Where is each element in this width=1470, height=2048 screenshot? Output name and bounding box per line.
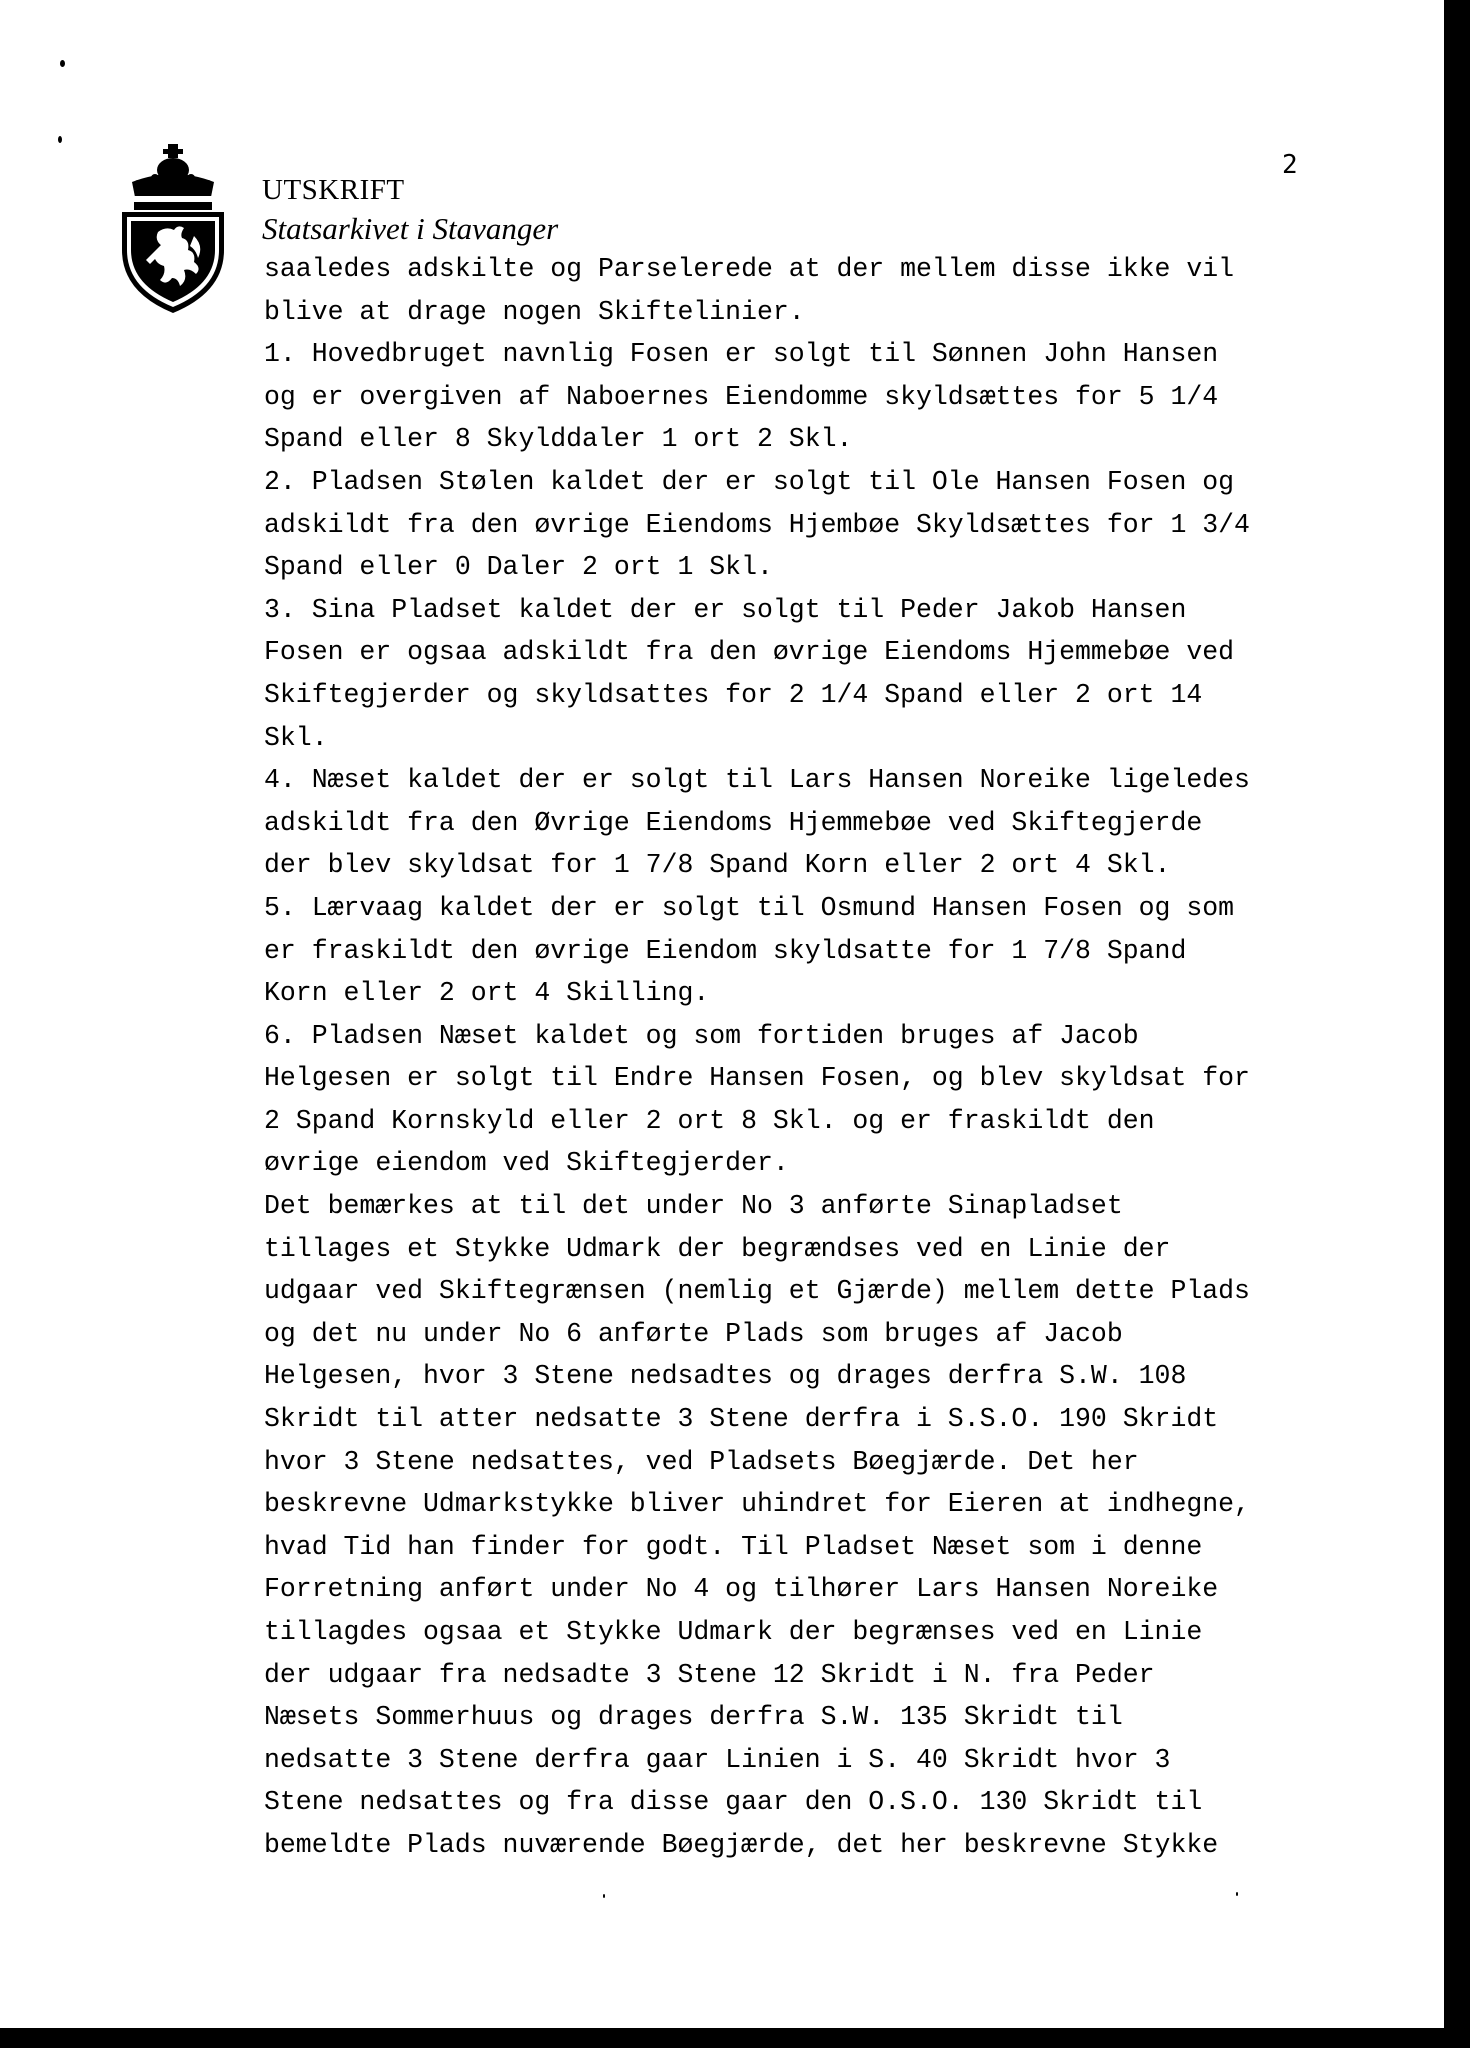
scan-speck (58, 136, 62, 143)
text-line: 6. Pladsen Næset kaldet og som fortiden bruges af Jacob (264, 1020, 1139, 1051)
text-line: Det bemærkes at til det under No 3 anførte Sinapladset (264, 1191, 1123, 1222)
text-line: Fosen er ogsaa adskildt fra den øvrige Eiendoms Hjemmebøe ved (264, 637, 1235, 668)
scan-speck (1236, 1892, 1238, 1896)
norwegian-coat-of-arms-icon (118, 140, 228, 315)
text-line: Helgesen er solgt til Endre Hansen Fosen, og blev skyldsat for (264, 1063, 1250, 1094)
text-line: der blev skyldsat for 1 7/8 Spand Korn eller 2 ort 4 Skl. (264, 850, 1171, 881)
text-line: der udgaar fra nedsadte 3 Stene 12 Skridt i N. fra Peder (264, 1659, 1155, 1690)
text-line: Spand eller 8 Skylddaler 1 ort 2 Skl. (264, 424, 853, 455)
text-line: tillages et Stykke Udmark der begrændses ved en Linie der (264, 1233, 1171, 1264)
text-line: øvrige eiendom ved Skiftegjerder. (264, 1148, 789, 1179)
text-line: 2. Pladsen Stølen kaldet der er solgt til Ole Hansen Fosen og (264, 466, 1235, 497)
header-subtitle: Statsarkivet i Stavanger (262, 211, 559, 246)
text-line: udgaar ved Skiftegrænsen (nemlig et Gjærde) mellem dette Plads (264, 1276, 1250, 1307)
text-line: Skridt til atter nedsatte 3 Stene derfra i S.S.O. 190 Skridt (264, 1404, 1219, 1435)
scan-speck (603, 1894, 605, 1898)
scan-speck (60, 60, 65, 67)
text-line: Helgesen, hvor 3 Stene nedsadtes og drages derfra S.W. 108 (264, 1361, 1187, 1392)
text-line: Stene nedsattes og fra disse gaar den O.S.O. 130 Skridt til (264, 1787, 1203, 1818)
text-line: saaledes adskilte og Parselerede at der mellem disse ikke vil (264, 254, 1235, 284)
text-line: Korn eller 2 ort 4 Skilling. (264, 978, 710, 1009)
text-line: Skiftegjerder og skyldsattes for 2 1/4 Spand eller 2 ort 14 (264, 679, 1203, 710)
text-line: hvad Tid han finder for godt. Til Pladset Næset som i denne (264, 1531, 1203, 1562)
text-line: 5. Lærvaag kaldet der er solgt til Osmund Hansen Fosen og som (264, 892, 1235, 923)
text-line: Spand eller 0 Daler 2 ort 1 Skl. (264, 552, 773, 583)
text-line: beskrevne Udmarkstykke bliver uhindret for Eieren at indhegne, (264, 1489, 1250, 1520)
text-line: og er overgiven af Naboernes Eiendomme skyldsættes for 5 1/4 (264, 381, 1219, 412)
text-line: adskildt fra den Øvrige Eiendoms Hjemmebøe ved Skiftegjerde (264, 807, 1203, 838)
text-line: er fraskildt den øvrige Eiendom skyldsatte for 1 7/8 Spand (264, 935, 1187, 966)
text-line: og det nu under No 6 anførte Plads som bruges af Jacob (264, 1318, 1123, 1349)
text-line: tillagdes ogsaa et Stykke Udmark der begrænses ved en Linie (264, 1617, 1203, 1647)
text-line: nedsatte 3 Stene derfra gaar Linien i S. 40 Skridt hvor 3 (264, 1744, 1171, 1775)
text-line: Forretning anført under No 4 og tilhører Lars Hansen Noreike (264, 1574, 1219, 1605)
text-line: Næsets Sommerhuus og drages derfra S.W. 135 Skridt til (264, 1702, 1123, 1733)
header-title: UTSKRIFT (262, 174, 405, 206)
text-line: Skl. (264, 722, 328, 753)
text-line: 2 Spand Kornskyld eller 2 ort 8 Skl. og er fraskildt den (264, 1105, 1155, 1136)
text-line: bemeldte Plads nuværende Bøegjærde, det her beskrevne Stykke (264, 1829, 1219, 1860)
text-line: 3. Sina Pladset kaldet der er solgt til Peder Jakob Hansen (264, 594, 1187, 625)
text-line: hvor 3 Stene nedsattes, ved Pladsets Bøegjærde. Det her (264, 1446, 1139, 1477)
text-line: blive at drage nogen Skiftelinier. (264, 296, 805, 327)
text-line: 4. Næset kaldet der er solgt til Lars Hansen Noreike ligeledes (264, 765, 1250, 796)
page-number: 2 (1282, 150, 1298, 180)
document-body (264, 248, 1364, 1867)
text-line: adskildt fra den øvrige Eiendoms Hjembøe Skyldsættes for 1 3/4 (264, 509, 1250, 540)
text-line: 1. Hovedbruget navnlig Fosen er solgt til Sønnen John Hansen (264, 339, 1219, 370)
